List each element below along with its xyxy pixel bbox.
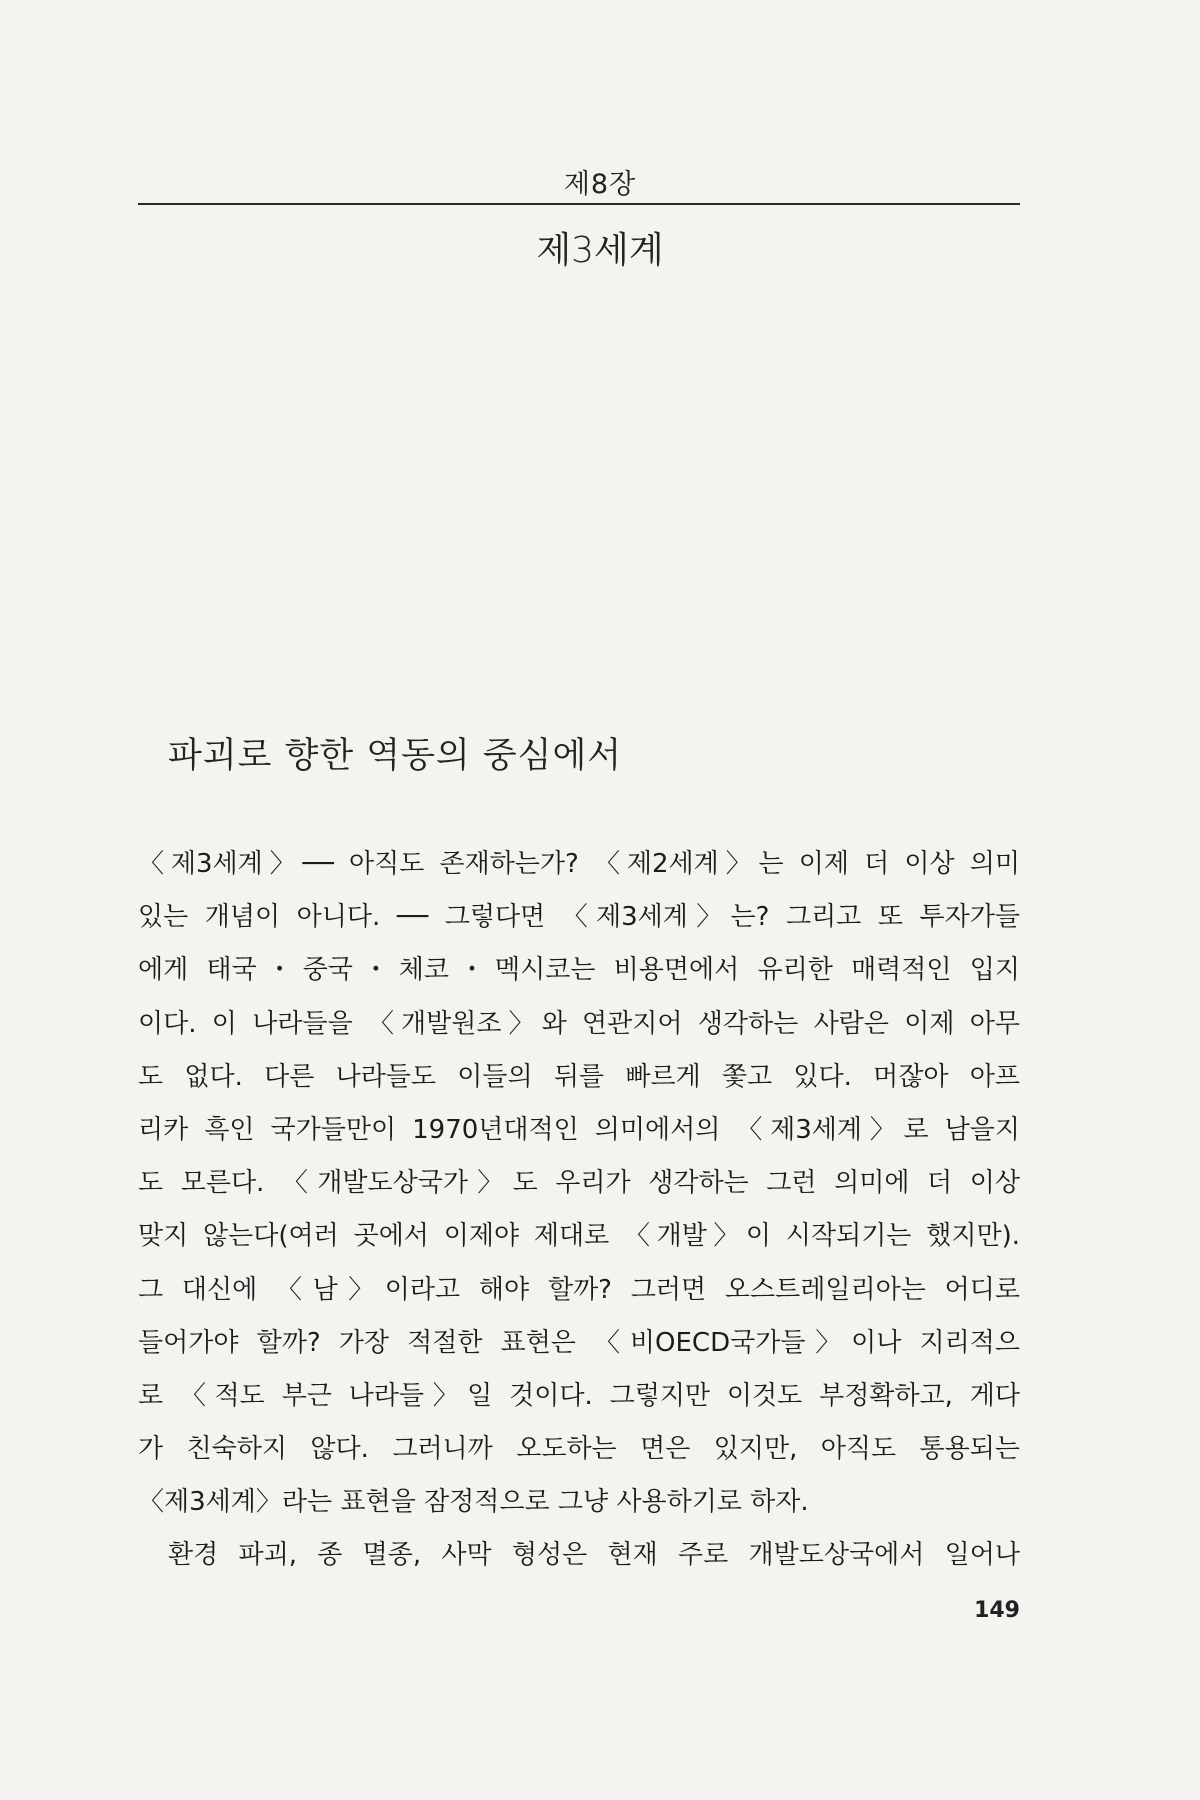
header-rule (138, 203, 1020, 205)
body-text (138, 838, 1020, 1583)
body-line: 〈제3세계〉── 아직도 존재하는가? 〈제2세계〉는 이제 더 이상 의미 (138, 849, 1020, 879)
body-line: 에게 태국・중국・체코・멕시코는 비용면에서 유리한 매력적인 입지 (138, 955, 1020, 986)
chapter-label: 제8장 (563, 169, 637, 200)
body-line: 그 대신에 〈남〉이라고 해야 할까? 그러면 오스트레일리아는 어디로 (138, 1274, 1020, 1305)
chapter-title: 제3세계 (536, 230, 664, 271)
body-line: 맞지 않는다(여러 곳에서 이제야 제대로 〈개발〉이 시작되기는 했지만). (138, 1221, 1020, 1252)
body-line: 리카 흑인 국가들만이 1970년대적인 의미에서의 〈제3세계〉로 남을지 (138, 1114, 1020, 1145)
body-line: 〈제3세계〉라는 표현을 잠정적으로 그냥 사용하기로 하자. (138, 1487, 809, 1518)
section-heading: 파괴로 향한 역동의 중심에서 (168, 736, 623, 776)
page-number: 149 (974, 1598, 1020, 1623)
body-line: 환경 파괴, 종 멸종, 사막 형성은 현재 주로 개발도상국에서 일어나 (168, 1540, 1020, 1571)
body-line: 가 친숙하지 않다. 그러니까 오도하는 면은 있지만, 아직도 통용되는 (138, 1434, 1020, 1465)
body-line: 로 〈적도 부근 나라들〉일 것이다. 그렇지만 이것도 부정확하고, 게다 (138, 1380, 1020, 1411)
body-line: 도 없다. 다른 나라들도 이들의 뒤를 빠르게 쫓고 있다. 머잖아 아프 (138, 1061, 1020, 1092)
body-line: 들어가야 할까? 가장 적절한 표현은 〈비OECD국가들〉이나 지리적으 (138, 1327, 1020, 1358)
body-line: 있는 개념이 아니다. ── 그렇다면 〈제3세계〉는? 그리고 또 투자가들 (138, 902, 1020, 933)
body-line: 이다. 이 나라들을 〈개발원조〉와 연관지어 생각하는 사람은 이제 아무 (138, 1008, 1020, 1039)
body-line: 도 모른다. 〈개발도상국가〉도 우리가 생각하는 그런 의미에 더 이상 (138, 1168, 1020, 1199)
